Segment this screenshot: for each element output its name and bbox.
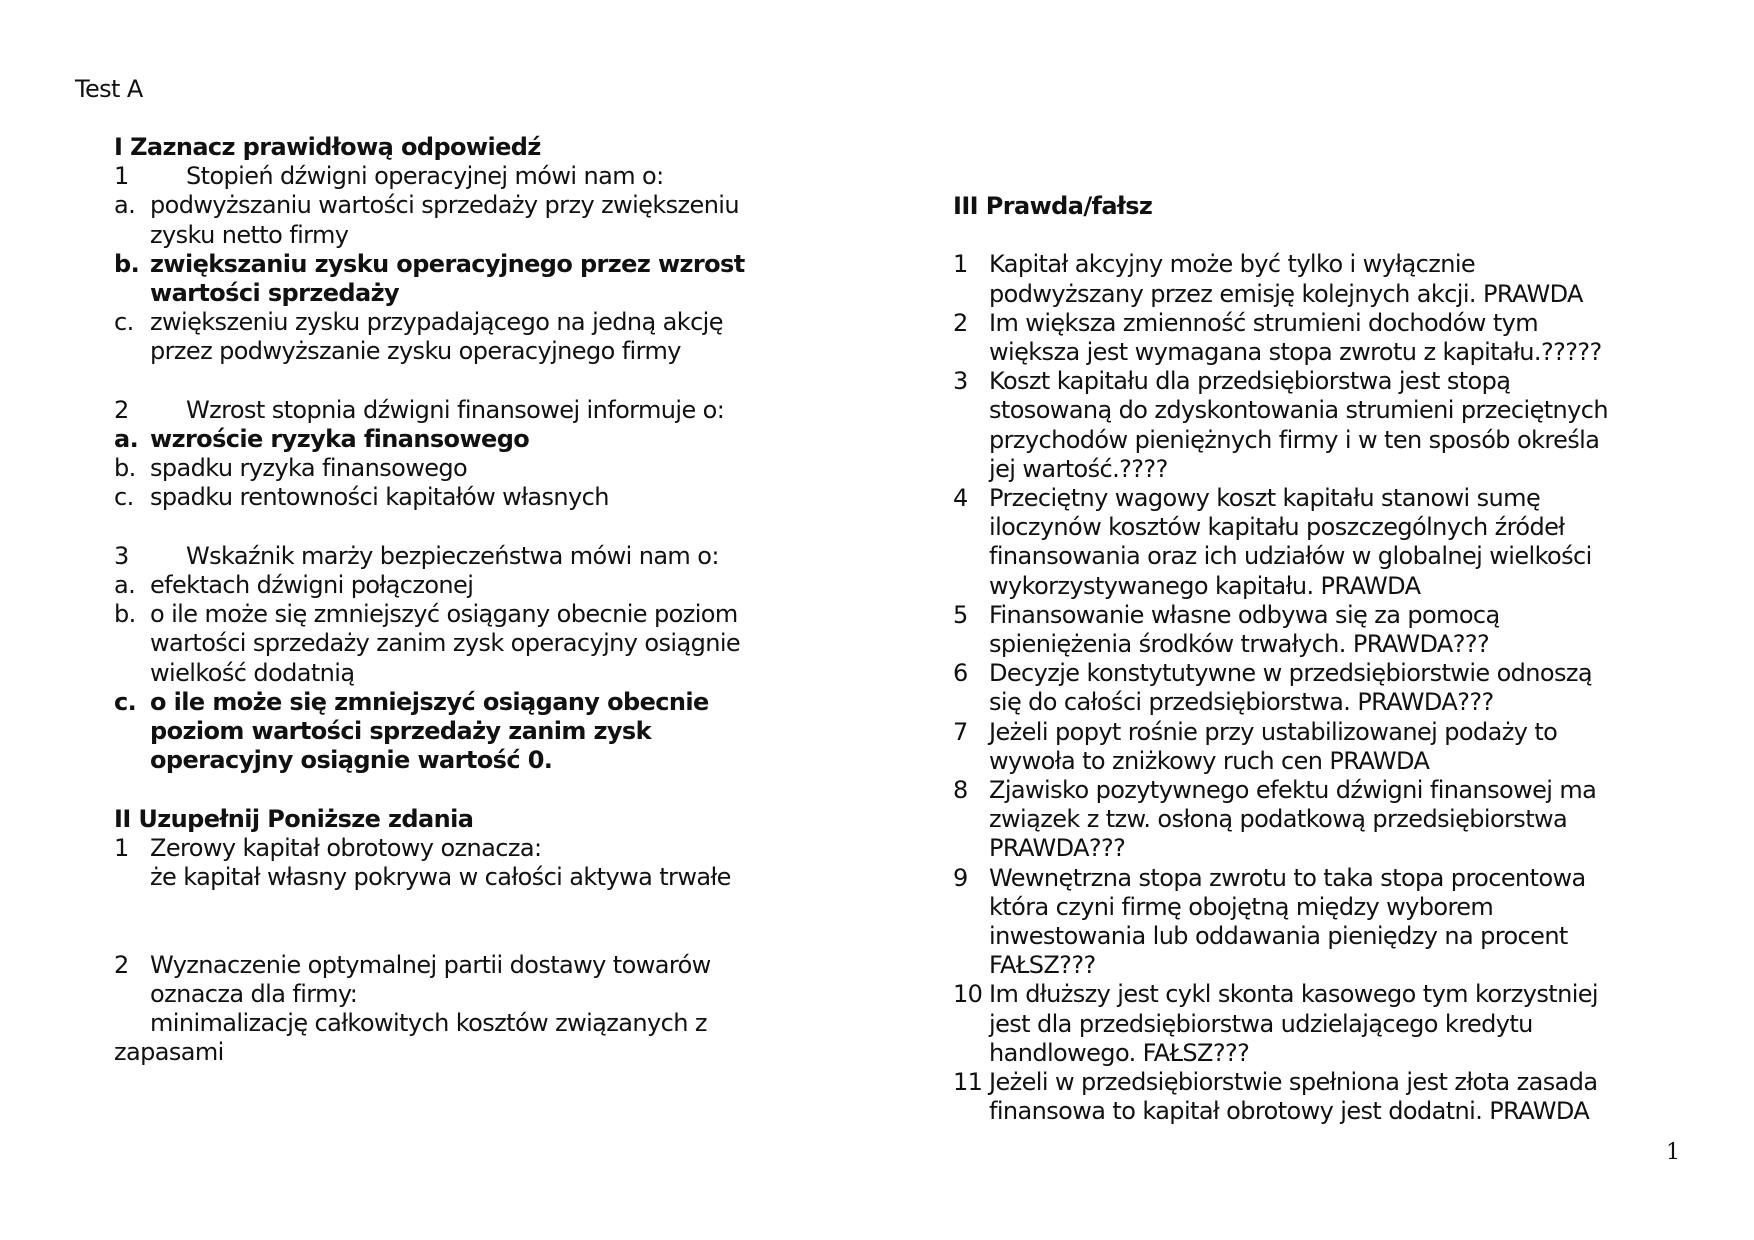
item-text-line: wartości sprzedaży [150, 279, 399, 307]
item-text-line: stosowaną do zdyskontowania strumieni przeciętnych [989, 396, 1608, 425]
item-label: 8 [953, 776, 968, 804]
item-text-line: efektach dźwigni połączonej [150, 571, 474, 599]
item-text-line: podwyższany przez emisję kolejnych akcji. PRAWDA [989, 279, 1583, 308]
item-label: c. [114, 687, 137, 716]
item-label: 1 [953, 250, 968, 279]
answer-text: zapasami [114, 1038, 224, 1067]
question-number: 2 [114, 395, 129, 424]
question-number: 1 [114, 162, 129, 191]
section-heading: II Uzupełnij Poniższe zdania [114, 804, 474, 833]
section-heading: I Zaznacz prawidłową odpowiedź [114, 133, 541, 161]
item-text-line: podwyższaniu wartości sprzedaży przy zwiększeniu [150, 191, 739, 220]
item-text-line: Im dłuższy jest cykl skonta kasowego tym korzystniej [989, 980, 1598, 1009]
document-title: Test A [75, 75, 143, 103]
item-text-line: PRAWDA??? [989, 834, 1126, 863]
item-text-line: poziom wartości sprzedaży zanim zysk [150, 717, 651, 745]
item-text-line: spadku ryzyka finansowego [150, 454, 468, 483]
question-number: 3 [114, 541, 129, 570]
item-text-line: o ile może się zmniejszyć osiągany obecnie [150, 687, 709, 716]
item-label: a. [114, 571, 136, 599]
item-text-line: zwiększaniu zysku operacyjnego przez wzrost [150, 249, 745, 278]
item-label: b. [114, 454, 136, 483]
item-text-line: operacyjny osiągnie wartość 0. [150, 746, 553, 775]
item-label: 6 [953, 659, 968, 688]
item-text-line: wykorzystywanego kapitału. PRAWDA [989, 571, 1421, 600]
item-label: 2 [114, 950, 129, 979]
item-text-line: przychodów pieniężnych firmy i w ten sposób określa [989, 425, 1600, 454]
item-text-line: minimalizację całkowitych kosztów związanych z [150, 1009, 707, 1037]
question-text: Stopień dźwigni operacyjnej mówi nam o: [186, 162, 664, 191]
item-text-line: jej wartość.???? [989, 454, 1168, 483]
item-text-line: wywoła to zniżkowy ruch cen PRAWDA [989, 746, 1430, 775]
item-text-line: wielkość dodatnią [150, 658, 355, 687]
item-text-line: Jeżeli popyt rośnie przy ustabilizowanej podaży to [989, 717, 1558, 746]
item-text-line: Zerowy kapitał obrotowy oznacza: [150, 833, 542, 862]
item-text-line: Wewnętrzna stopa zwrotu to taka stopa procentowa [989, 863, 1586, 892]
item-text-line: wzroście ryzyka finansowego [150, 425, 530, 453]
item-label: a. [114, 425, 139, 453]
item-text-line: finansowania oraz ich udziałów w globalnej wielkości [989, 542, 1592, 571]
item-text-line: spieniężenia środków trwałych. PRAWDA??? [989, 630, 1490, 658]
item-text-line: związek z tzw. osłoną podatkową przedsiębiorstwa [989, 805, 1568, 834]
item-label: 3 [953, 367, 968, 396]
item-label: a. [114, 191, 136, 220]
item-text-line: finansowa to kapitał obrotowy jest dodatni. PRAWDA [989, 1097, 1590, 1126]
item-label: b. [114, 249, 140, 278]
item-label: 5 [953, 600, 968, 629]
item-text-line: o ile może się zmniejszyć osiągany obecnie poziom [150, 600, 738, 629]
item-label: 9 [953, 863, 968, 892]
item-text-line: zwiększeniu zysku przypadającego na jedną akcję [150, 308, 723, 337]
item-text-line: Zjawisko pozytywnego efektu dźwigni finansowej ma [989, 776, 1597, 804]
item-text-line: Wyznaczenie optymalnej partii dostawy towarów [150, 950, 711, 979]
item-text-line: FAŁSZ??? [989, 951, 1096, 980]
item-label: 1 [114, 833, 129, 862]
item-text-line: iloczynów kosztów kapitału poszczególnych źródeł [989, 513, 1565, 542]
item-text-line: oznacza dla firmy: [150, 979, 358, 1008]
section-heading: III Prawda/fałsz [953, 192, 1153, 220]
item-text-line: inwestowania lub oddawania pieniędzy na procent [989, 922, 1568, 950]
item-text-line: zysku netto firmy [150, 220, 349, 249]
item-text-line: jest dla przedsiębiorstwa udzielającego kredytu [989, 1009, 1533, 1038]
item-label: b. [114, 600, 136, 629]
item-text-line: wartości sprzedaży zanim zysk operacyjny osiągnie [150, 629, 741, 658]
item-text-line: że kapitał własny pokrywa w całości aktywa trwałe [150, 863, 731, 891]
item-text-line: Im większa zmienność strumieni dochodów tym [989, 308, 1539, 337]
item-text-line: spadku rentowności kapitałów własnych [150, 483, 609, 512]
item-text-line: większa jest wymagana stopa zwrotu z kapitału.????? [989, 338, 1602, 366]
item-text-line: Decyzje konstytutywne w przedsiębiorstwie odnoszą [989, 659, 1593, 688]
item-label: c. [114, 308, 134, 337]
item-label: 11 [953, 1068, 983, 1096]
item-label: 7 [953, 717, 968, 746]
item-text-line: Jeżeli w przedsiębiorstwie spełniona jest złota zasada [989, 1068, 1598, 1096]
item-text-line: Finansowanie własne odbywa się za pomocą [989, 600, 1500, 629]
question-text: Wskaźnik marży bezpieczeństwa mówi nam o: [186, 541, 719, 570]
item-label: 2 [953, 308, 968, 337]
item-label: 4 [953, 484, 968, 512]
item-text-line: przez podwyższanie zysku operacyjnego firmy [150, 337, 681, 366]
item-text-line: Koszt kapitału dla przedsiębiorstwa jest stopą [989, 367, 1511, 396]
item-text-line: Kapitał akcyjny może być tylko i wyłącznie [989, 250, 1476, 279]
page-number: 1 [1666, 1140, 1680, 1165]
item-text-line: handlowego. FAŁSZ??? [989, 1038, 1250, 1067]
item-text-line: która czyni firmę obojętną między wyborem [989, 892, 1494, 921]
item-label: c. [114, 483, 134, 512]
item-text-line: Przeciętny wagowy koszt kapitału stanowi sumę [989, 484, 1541, 512]
item-text-line: się do całości przedsiębiorstwa. PRAWDA??? [989, 688, 1494, 717]
question-text: Wzrost stopnia dźwigni finansowej informuje o: [186, 395, 725, 424]
item-label: 10 [953, 980, 983, 1009]
